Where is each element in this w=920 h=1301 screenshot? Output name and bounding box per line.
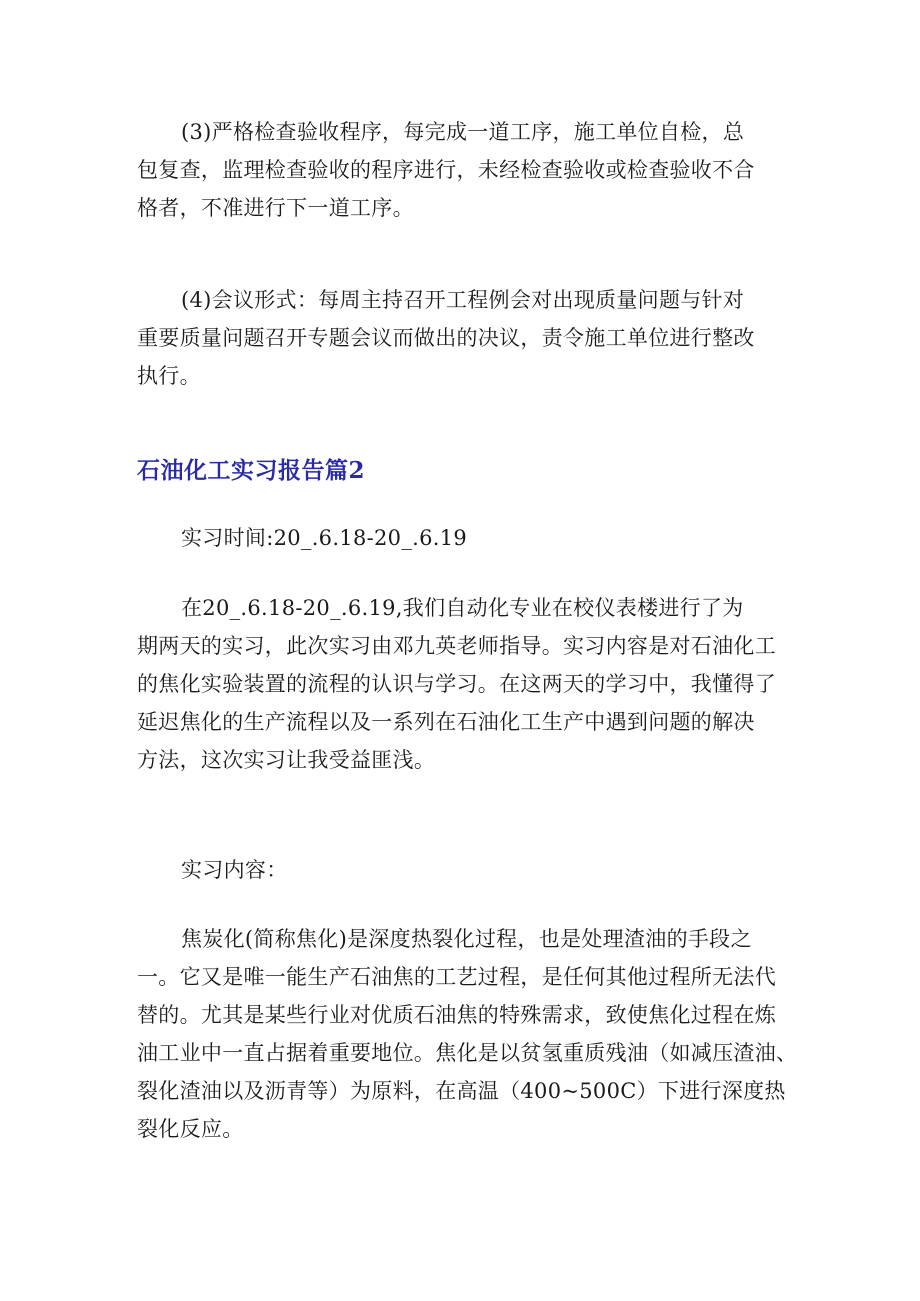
text-line: 裂化渣油以及沥青等）为原料，在高温（400~500C）下进行深度热 <box>137 1079 786 1103</box>
text-line: 格者，不准进行下一道工序。 <box>137 196 414 220</box>
paragraph-coking-process <box>137 920 798 1148</box>
text-line: 的焦化实验装置的流程的认识与学习。在这两天的学习中，我懂得了 <box>137 672 776 696</box>
text-line: 裂化反应。 <box>137 1117 244 1141</box>
paragraph-meeting-format <box>137 281 787 395</box>
text-line: 延迟焦化的生产流程以及一系列在石油化工生产中遇到问题的解决 <box>137 710 755 734</box>
text-line: 期两天的实习，此次实习由邓九英老师指导。实习内容是对石油化工 <box>137 634 776 658</box>
text-line: 一。它又是唯一能生产石油焦的工艺过程，是任何其他过程所无法代 <box>137 965 776 989</box>
paragraph-internship-time <box>137 519 787 557</box>
text-line: 包复查，监理检查验收的程序进行，未经检查验收或检查验收不合 <box>137 158 755 182</box>
text-line: 油工业中一直占据着重要地位。焦化是以贫氢重质残油（如减压渣油、 <box>137 1041 798 1065</box>
text-line: 重要质量问题召开专题会议而做出的决议，责令施工单位进行整改 <box>137 326 755 350</box>
text-line: 焦炭化(简称焦化)是深度热裂化过程，也是处理渣油的手段之 <box>181 927 752 951</box>
text-line: 在20_.6.18-20_.6.19,我们自动化专业在校仪表楼进行了为 <box>181 596 744 620</box>
section-heading: 石油化工实习报告篇2 <box>137 457 366 484</box>
text-line: 执行。 <box>137 364 201 388</box>
paragraph-content-label <box>137 851 787 889</box>
text-line: 替的。尤其是某些行业对优质石油焦的特殊需求，致使焦化过程在炼 <box>137 1003 776 1027</box>
text-line: (3)严格检查验收程序，每完成一道工序，施工单位自检，总 <box>181 120 745 144</box>
paragraph-introduction <box>137 589 787 779</box>
text-line: 方法，这次实习让我受益匪浅。 <box>137 748 436 772</box>
text-line: 实习内容： <box>181 858 288 882</box>
paragraph-inspection-procedure <box>137 113 787 227</box>
text-line: 实习时间:20_.6.18-20_.6.19 <box>181 526 468 550</box>
text-line: (4)会议形式：每周主持召开工程例会对出现质量问题与针对 <box>181 288 745 312</box>
